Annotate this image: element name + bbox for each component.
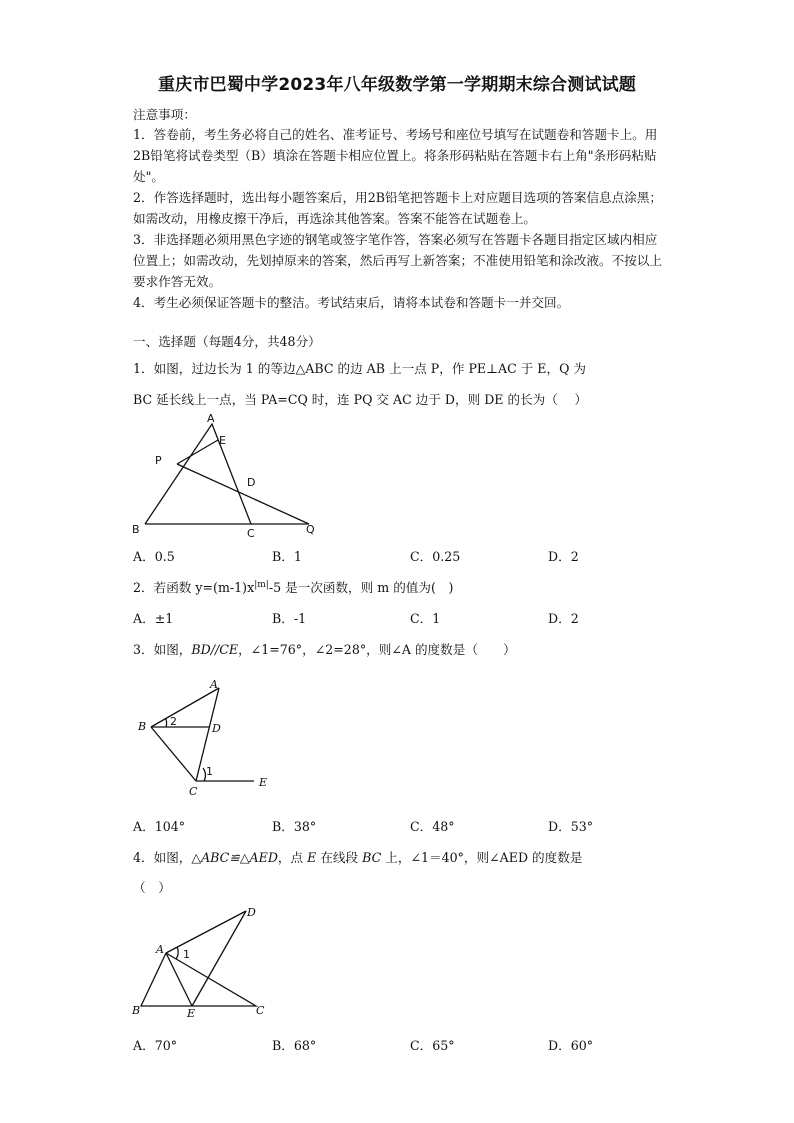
q4-point: E: [307, 850, 317, 865]
notice-item: 3．非选择题必须用黑色字迹的钢笔或签字笔作答，答案必须写在答题卡各题目指定区域内相应位置上；如需改动，先划掉原来的答案，然后再写上新答案；不准使用铅笔和涂改液。不按以上要求作答无效。: [133, 232, 662, 289]
label-b: B: [132, 523, 140, 536]
q1-text-line2: BC 延长线上一点，当 PA=CQ 时，连 PQ 交 AC 边于 D，则 DE 的长为（ ）: [133, 392, 588, 407]
segment-pq: [177, 464, 309, 524]
q1-option-b[interactable]: B．1: [272, 549, 302, 564]
label-angle-1: 1: [183, 948, 190, 961]
label-d: D: [212, 722, 221, 735]
label-b: B: [138, 720, 147, 733]
q4-text-mid: ，点: [277, 850, 308, 865]
label-angle-2: 2: [170, 715, 177, 728]
q3-option-d[interactable]: D．53°: [548, 819, 594, 834]
page-title: 重庆市巴蜀中学2023年八年级数学第一学期期末综合测试试题: [157, 75, 637, 95]
q2-text-suffix: -5 是一次函数，则 m 的值为( ): [268, 580, 454, 595]
q4-text-end: 上，∠1＝40°，则∠AED 的度数是: [381, 850, 583, 865]
q4-option-c[interactable]: C．65°: [410, 1038, 455, 1053]
label-e: E: [187, 1007, 196, 1020]
q4-option-d[interactable]: D．60°: [548, 1038, 594, 1053]
label-a: A: [156, 943, 164, 956]
q4-text-prefix: 4．如图，: [133, 850, 192, 865]
q3-figure: [130, 672, 280, 802]
label-p: P: [155, 454, 162, 467]
label-c: C: [256, 1004, 265, 1017]
q4-text-line1: [133, 847, 582, 866]
q3-option-c[interactable]: C．48°: [410, 819, 455, 834]
q3-text-prefix: 3．如图，: [133, 642, 192, 657]
q2-option-a[interactable]: A．±1: [133, 611, 174, 626]
q4-segment: BC: [362, 850, 382, 865]
angle-2-arc: [166, 719, 167, 727]
triangle-abc: [141, 953, 256, 1006]
segment-ba: [151, 688, 219, 727]
label-d: D: [247, 906, 256, 919]
label-a: A: [207, 412, 215, 425]
label-e: E: [259, 776, 268, 789]
segment-pe: [177, 440, 218, 464]
q2-option-c[interactable]: C．1: [410, 611, 441, 626]
label-c: C: [189, 785, 198, 798]
section-title: 一、选择题（每题4分，共48分）: [133, 334, 321, 349]
q4-text-mid2: 在线段: [316, 850, 363, 865]
label-angle-1: 1: [206, 765, 213, 778]
notice-item: 4．考生必须保证答题卡的整洁。考试结束后，请将本试卷和答题卡一并交回。: [133, 295, 570, 310]
q3-text: [133, 639, 516, 658]
angle-1-arc: [176, 947, 178, 959]
label-b: B: [132, 1004, 141, 1017]
q2-exponent: |m|: [254, 579, 269, 590]
q2-text-prefix: 2．若函数 y=(m-1)x: [133, 580, 255, 595]
notice-item: 1．答卷前，考生务必将自己的姓名、准考证号、考场号和座位号填写在试题卷和答题卡上。用2B铅笔将试卷类型（B）填涂在答题卡相应位置上。将条形码粘贴在答题卡右上角"条形码粘贴处"。: [133, 127, 658, 184]
q1-figure: [125, 412, 325, 542]
segment-bc: [151, 727, 196, 781]
notice-heading: 注意事项：: [133, 107, 196, 122]
q3-option-a[interactable]: A．104°: [133, 819, 186, 834]
label-d: D: [247, 476, 256, 489]
q1-text-line1: 1．如图，过边长为 1 的等边△ABC 的边 AB 上一点 P，作 PE⊥AC 于 E，Q 为: [133, 361, 587, 376]
q4-figure: [125, 902, 275, 1022]
q4-option-a[interactable]: A．70°: [133, 1038, 178, 1053]
q1-option-d[interactable]: D．2: [548, 549, 579, 564]
q3-option-b[interactable]: B．38°: [272, 819, 317, 834]
q3-parallel-condition: BD//CE: [191, 642, 239, 657]
label-c: C: [247, 527, 255, 540]
q4-option-b[interactable]: B．68°: [272, 1038, 317, 1053]
q1-option-a[interactable]: A．0.5: [133, 549, 175, 564]
label-a: A: [210, 678, 218, 691]
label-q: Q: [306, 523, 315, 536]
q2-option-b[interactable]: B．-1: [272, 611, 307, 626]
notice-list: [133, 124, 663, 313]
q3-text-suffix: ，∠1=76°，∠2=28°，则∠A 的度数是（ ）: [238, 642, 516, 657]
notice-item: 2．作答选择题时，选出每小题答案后，用2B铅笔把答题卡上对应题目选项的答案信息点涂黑；如需改动，用橡皮擦干净后，再选涂其他答案。答案不能答在试题卷上。: [133, 190, 663, 226]
q2-text: [133, 577, 453, 596]
q1-option-c[interactable]: C．0.25: [410, 549, 461, 564]
q2-option-d[interactable]: D．2: [548, 611, 579, 626]
label-e: E: [219, 434, 226, 447]
q4-text-line2: （ ）: [133, 880, 171, 895]
q4-congruence: △ABC≌△AED: [191, 850, 278, 865]
